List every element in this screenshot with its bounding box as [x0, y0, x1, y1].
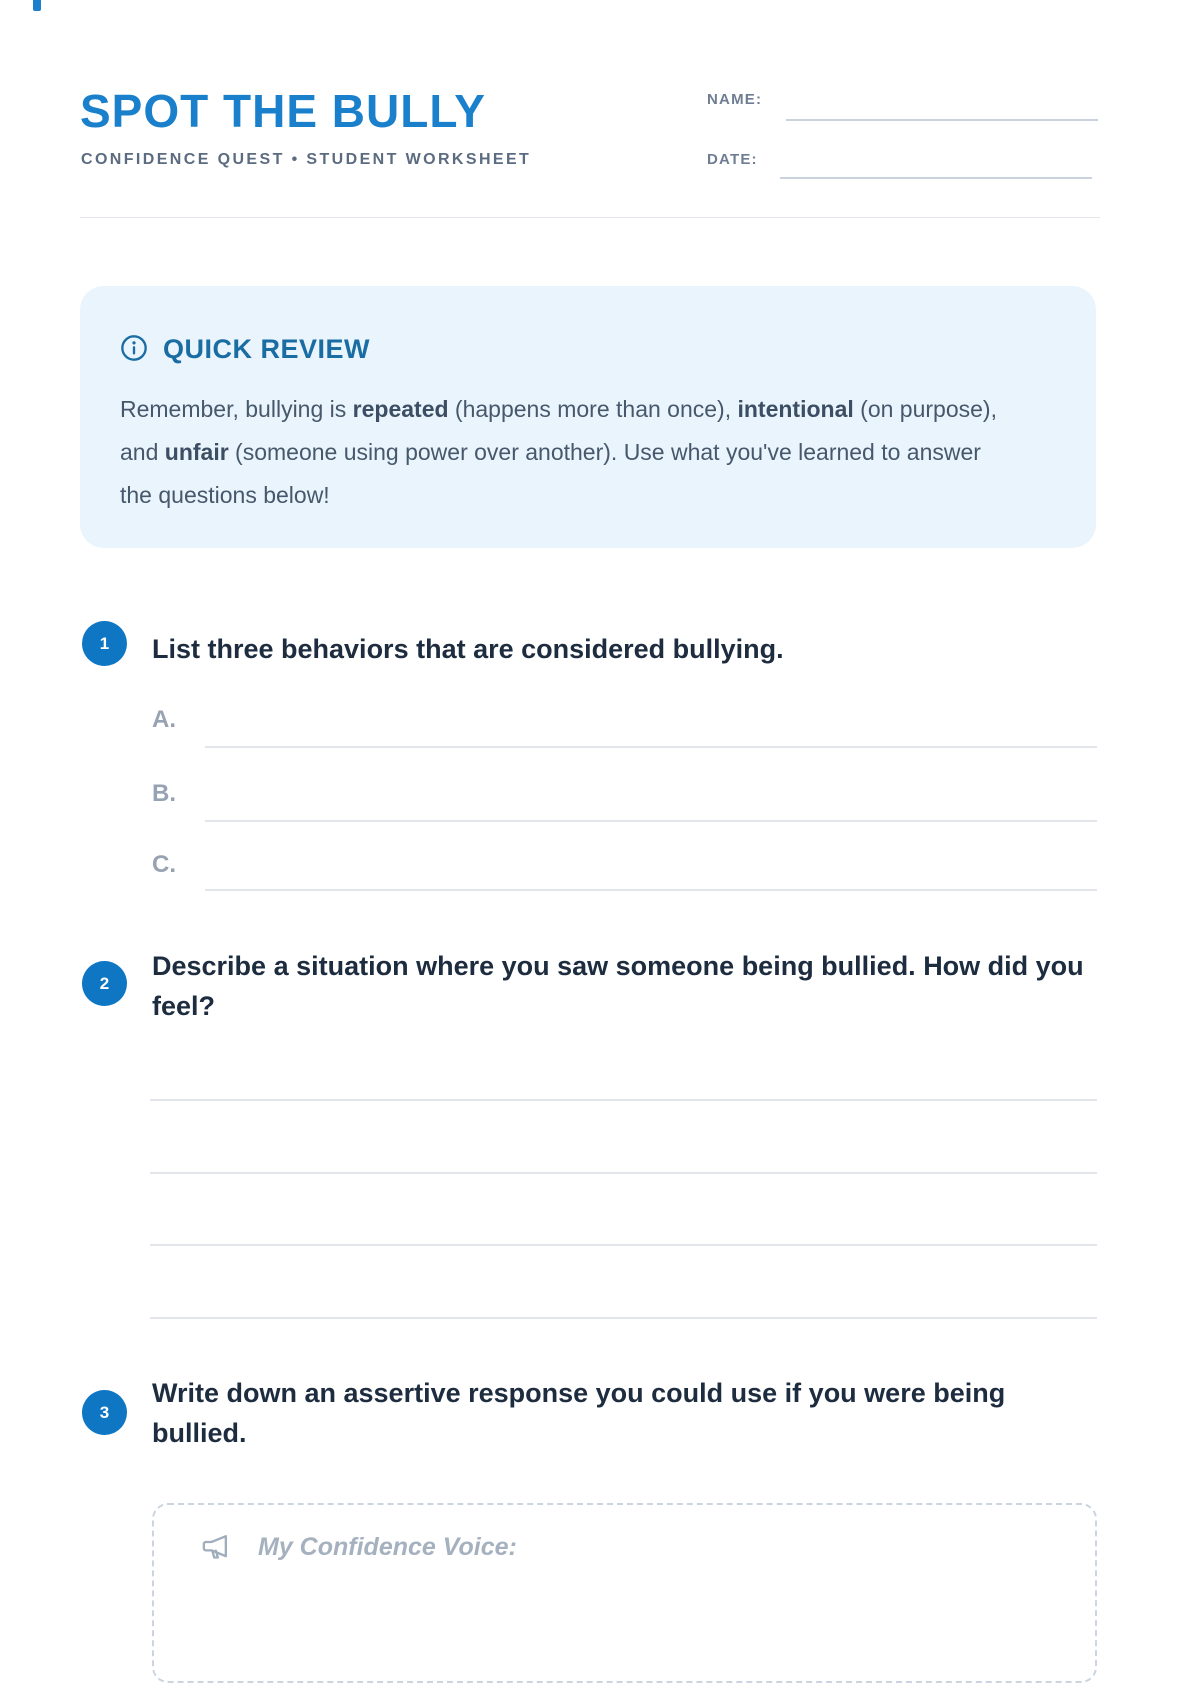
question-2-number-badge: 2: [82, 961, 127, 1006]
question-1-option-b-label: B.: [152, 780, 176, 807]
confidence-voice-box[interactable]: [152, 1503, 1097, 1683]
quick-review-heading: QUICK REVIEW: [163, 334, 371, 364]
info-icon: [120, 334, 148, 362]
question-1-option-c-label: C.: [152, 851, 176, 878]
review-bold-intentional: intentional: [737, 396, 854, 422]
question-1-text: List three behaviors that are considered bullying.: [152, 634, 784, 664]
date-input-line[interactable]: [780, 177, 1092, 179]
confidence-voice-label: My Confidence Voice:: [258, 1533, 517, 1561]
question-2-answer-line-3[interactable]: [150, 1244, 1097, 1246]
question-2-text: Describe a situation where you saw someone being bullied. How did you feel?: [152, 951, 1084, 1021]
review-text-segment: (happens more than once),: [448, 396, 738, 422]
decorative-mark: [33, 0, 41, 11]
question-2-answer-line-4[interactable]: [150, 1317, 1097, 1319]
question-1-answer-line-b[interactable]: [205, 820, 1097, 822]
review-text-segment: (someone using power over another). Use what you've learned to answer the questions below!: [120, 439, 981, 508]
question-1-option-a-label: A.: [152, 706, 176, 733]
question-3-text: Write down an assertive response you could use if you were being bullied.: [152, 1378, 1006, 1448]
question-2-answer-line-1[interactable]: [150, 1099, 1097, 1101]
megaphone-icon: [200, 1531, 231, 1562]
quick-review-body: [120, 388, 1016, 517]
page-title: SPOT THE BULLY: [80, 85, 486, 137]
review-text-segment: Remember, bullying is: [120, 396, 353, 422]
date-label: DATE:: [707, 151, 758, 168]
review-bold-repeated: repeated: [352, 396, 449, 422]
page-subtitle: CONFIDENCE QUEST • STUDENT WORKSHEET: [81, 151, 532, 168]
name-input-line[interactable]: [786, 119, 1098, 121]
header-divider: [80, 217, 1100, 218]
question-3-number-badge: 3: [82, 1390, 127, 1435]
name-label: NAME:: [707, 91, 763, 108]
question-1-answer-line-c[interactable]: [205, 889, 1097, 891]
review-text-segment: (on purpose), and: [120, 396, 997, 465]
question-1-number-badge: 1: [82, 621, 127, 666]
question-2-answer-line-2[interactable]: [150, 1172, 1097, 1174]
review-bold-unfair: unfair: [164, 439, 229, 465]
question-1-answer-line-a[interactable]: [205, 746, 1097, 748]
